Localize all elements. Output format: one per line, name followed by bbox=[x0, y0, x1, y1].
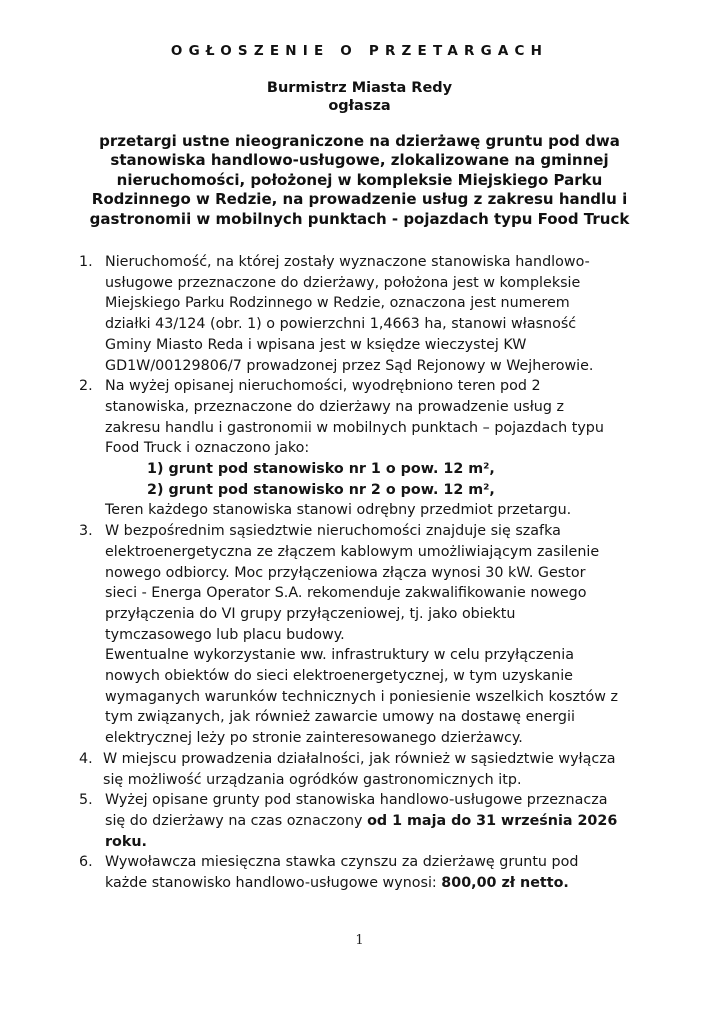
list-item-5 bbox=[0, 790, 719, 852]
item-line: nowych obiektów do sieci elektroenergetycznej, w tym uzyskanie bbox=[105, 668, 573, 685]
announcement-subject bbox=[0, 132, 719, 229]
item-line: usługowe przeznaczone do dzierżawy, położona jest w kompleksie bbox=[105, 274, 581, 291]
subject-line: gastronomii w mobilnych punktach - pojazdach typu Food Truck bbox=[89, 209, 630, 228]
item-line: Wywoławcza miesięczna stawka czynszu za dzierżawę gruntu pod bbox=[105, 854, 579, 871]
list-number: 1. bbox=[79, 254, 93, 270]
list-number: 4. bbox=[79, 750, 93, 767]
subject-line: nieruchomości, położonej w kompleksie Miejskiego Parku bbox=[116, 170, 603, 189]
item-line: W bezpośrednim sąsiedztwie nieruchomości znajduje się szafka bbox=[105, 523, 561, 540]
item-line: Food Truck i oznaczono jako: bbox=[105, 440, 310, 457]
item-line bbox=[105, 873, 719, 894]
item-line: tymczasowego lub placu budowy. bbox=[105, 626, 345, 643]
subject-line: przetargi ustne nieograniczone na dzierżawę gruntu pod dwa bbox=[99, 132, 620, 150]
starting-rent-amount: 800,00 zł netto. bbox=[441, 875, 569, 892]
plot-1-subitem: 1) grunt pod stanowisko nr 1 o pow. 12 m², bbox=[147, 461, 495, 478]
item-closing-line: Teren każdego stanowiska stanowi odrębny przedmiot przetargu. bbox=[105, 502, 572, 519]
item-line: przyłączenia do VI grupy przyłączeniowej, tj. jako obiektu bbox=[105, 605, 516, 622]
issuer-block bbox=[0, 79, 719, 115]
list-number: 5. bbox=[79, 792, 93, 809]
document-title: OGŁOSZENIE O PRZETARGACH bbox=[170, 43, 549, 59]
issuer-name: Burmistrz Miasta Redy bbox=[266, 80, 453, 96]
item-line: elektrycznej leży po stronie zainteresowanego dzierżawcy. bbox=[105, 730, 523, 747]
item-line: się możliwość urządzania ogródków gastronomicznych itp. bbox=[103, 771, 522, 788]
lease-period-end: roku. bbox=[105, 833, 147, 850]
numbered-list bbox=[0, 252, 719, 894]
item-line: stanowiska, przeznaczone do dzierżawy na prowadzenie usług z bbox=[105, 398, 564, 415]
item-line bbox=[105, 811, 719, 832]
issuer-announces: ogłasza bbox=[328, 98, 391, 114]
item-line: elektroenergetyczna ze złączem kablowym umożliwiającym zasilenie bbox=[105, 543, 600, 560]
list-item-4 bbox=[0, 749, 719, 790]
item-line: działki 43/124 (obr. 1) o powierzchni 1,4663 ha, stanowi własność bbox=[105, 316, 577, 333]
list-item-6 bbox=[0, 852, 719, 893]
subject-line: stanowiska handlowo-usługowe, zlokalizowane na gminnej bbox=[110, 151, 609, 170]
list-number: 2. bbox=[79, 378, 93, 395]
list-number: 6. bbox=[79, 854, 93, 871]
plot-2-subitem: 2) grunt pod stanowisko nr 2 o pow. 12 m², bbox=[147, 481, 495, 498]
page-number: 1 bbox=[355, 933, 364, 948]
item-line: GD1W/00129806/7 prowadzonej przez Sąd Rejonowy w Wejherowie. bbox=[105, 357, 594, 374]
item-line: tym związanych, jak również zawarcie umowy na dostawę energii bbox=[105, 709, 575, 726]
rent-intro: każde stanowisko handlowo-usługowe wynosi: bbox=[105, 875, 442, 892]
item-line: sieci - Energa Operator S.A. rekomenduje zakwalifikowanie nowego bbox=[105, 585, 587, 602]
subject-line: Rodzinnego w Redzie, na prowadzenie usług z zakresu handlu i bbox=[91, 190, 628, 209]
lease-period: od 1 maja do 31 września 2026 bbox=[367, 812, 618, 829]
item-line: Na wyżej opisanej nieruchomości, wyodrębniono teren pod 2 bbox=[105, 378, 541, 395]
item-line: Nieruchomość, na której zostały wyznaczone stanowiska handlowo- bbox=[105, 254, 590, 270]
item-line: Wyżej opisane grunty pod stanowiska handlowo-usługowe przeznacza bbox=[105, 792, 608, 809]
item-line: Miejskiego Parku Rodzinnego w Redzie, oznaczona jest numerem bbox=[105, 295, 570, 312]
list-number: 3. bbox=[79, 523, 93, 540]
list-item-1 bbox=[0, 252, 719, 376]
list-item-3 bbox=[0, 521, 719, 749]
item-line: zakresu handlu i gastronomii w mobilnych punktach – pojazdach typu bbox=[105, 419, 604, 436]
item-line: Ewentualne wykorzystanie ww. infrastruktury w celu przyłączenia bbox=[105, 647, 574, 664]
lease-period-intro: się do dzierżawy na czas oznaczony bbox=[105, 812, 368, 829]
item-line: wymaganych warunków technicznych i poniesienie wszelkich kosztów z bbox=[105, 688, 619, 705]
item-line: nowego odbiorcy. Moc przyłączeniowa złącza wynosi 30 kW. Gestor bbox=[105, 564, 586, 581]
item-line: Gminy Miasto Reda i wpisana jest w księdze wieczystej KW bbox=[105, 336, 527, 353]
item-line: W miejscu prowadzenia działalności, jak również w sąsiedztwie wyłącza bbox=[103, 750, 616, 767]
list-item-2 bbox=[0, 376, 719, 521]
